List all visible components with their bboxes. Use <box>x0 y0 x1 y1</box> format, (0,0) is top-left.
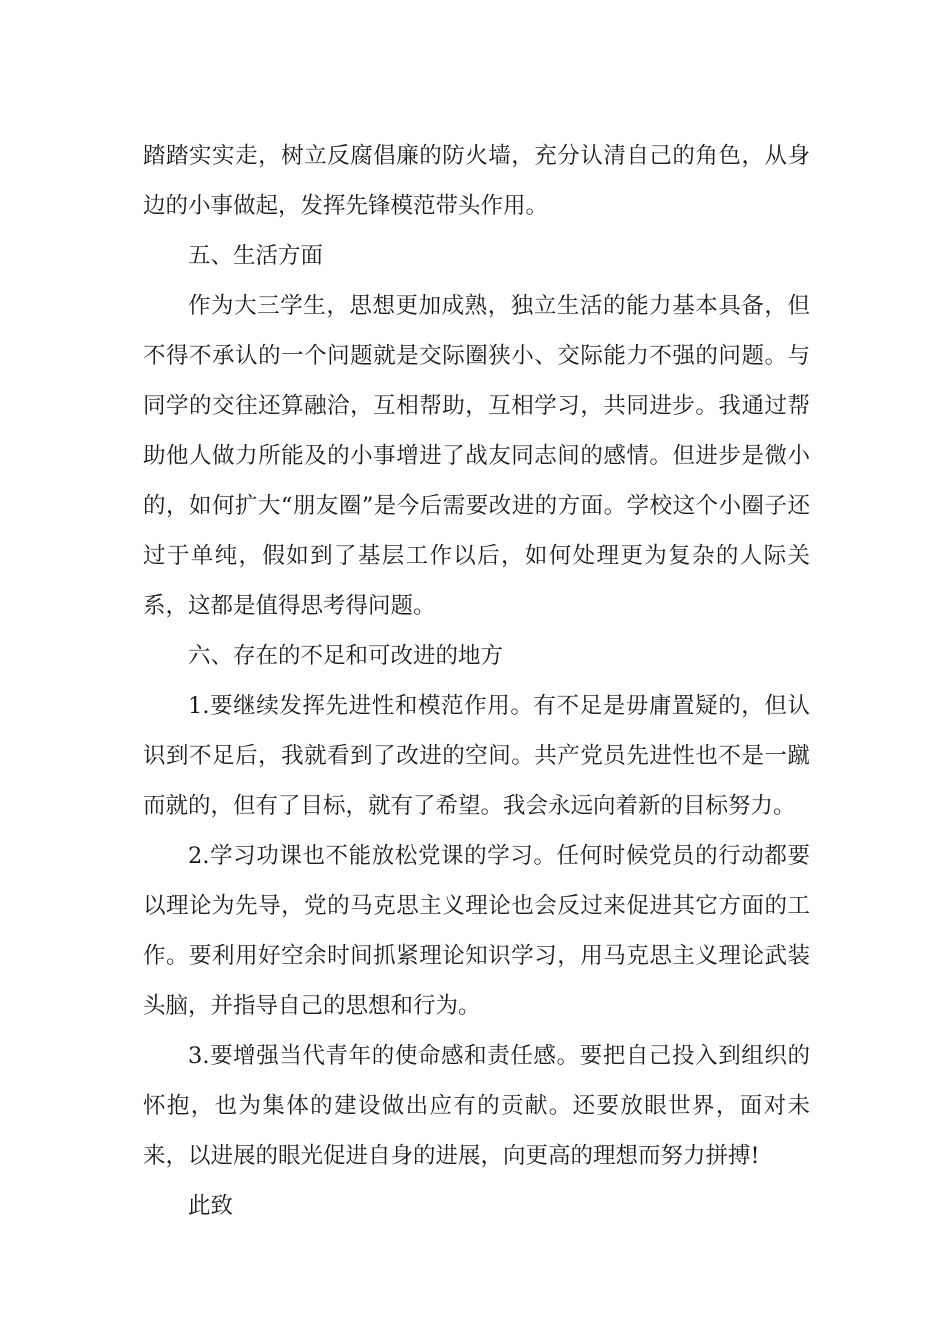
document-body <box>143 131 810 1231</box>
paragraph-continuation: 踏踏实实走，树立反腐倡廉的防火墙，充分认清自己的角色，从身边的小事做起，发挥先锋模范带头作用。 <box>143 143 810 219</box>
paragraph-life: 作为大三学生，思想更加成熟，独立生活的能力基本具备，但不得不承认的一个问题就是交际圈狭小、交际能力不强的问题。与同学的交往还算融洽，互相帮助，互相学习，共同进步。我通过帮助他人做力所能及的小事增进了战友同志间的感情。但进步是微小的，如何扩大“朋友圈”是今后需要改进的方面。学校这个小圈子还过于单纯，假如到了基层工作以后，如何处理更为复杂的人际关系，这都是值得思考得问题。 <box>143 293 810 619</box>
list-item-2: 2.学习功课也不能放松党课的学习。任何时候党员的行动都要以理论为先导，党的马克思主义理论也会反过来促进其它方面的工作。要利用好空余时间抓紧理论知识学习，用马克思主义理论武装头脑，并指导自己的思想和行为。 <box>143 843 810 1019</box>
section-heading-shortcomings: 六、存在的不足和可改进的地方 <box>188 643 504 669</box>
list-item-1: 1.要继续发挥先进性和模范作用。有不足是毋庸置疑的，但认识到不足后，我就看到了改进的空间。共产党员先进性也不是一蹴而就的，但有了目标，就有了希望。我会永远向着新的目标努力。 <box>143 693 810 819</box>
section-heading-life: 五、生活方面 <box>188 243 324 269</box>
list-item-3: 3.要增强当代青年的使命感和责任感。要把自己投入到组织的怀抱，也为集体的建设做出应有的贡献。还要放眼世界，面对未来，以进展的眼光促进自身的进展，向更高的理想而努力拼搏! <box>143 1043 810 1169</box>
closing-salutation: 此致 <box>188 1193 234 1219</box>
